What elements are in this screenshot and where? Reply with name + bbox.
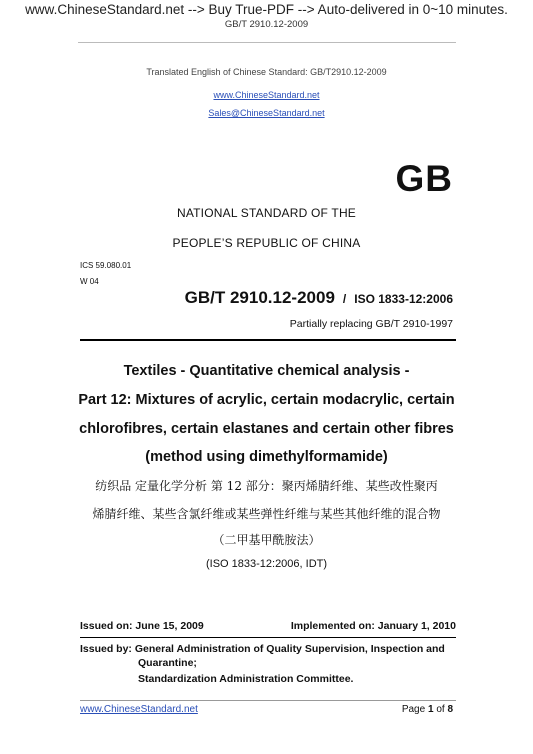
page-of: of xyxy=(436,704,445,715)
implemented-date: Implemented on: January 1, 2010 xyxy=(290,620,456,632)
banner-text: www.ChineseStandard.net --> Buy True-PDF --> Auto-delivered in 0~10 minutes. xyxy=(25,2,508,17)
chinese-title-line3: （二甲基甲酰胺法） xyxy=(212,533,321,547)
issuer-line2: Quarantine; xyxy=(138,657,197,669)
title-line2: Part 12: Mixtures of acrylic, certain modacrylic, certain xyxy=(78,392,455,408)
footer-divider xyxy=(80,700,456,701)
email-link[interactable]: Sales@ChineseStandard.net xyxy=(208,108,325,118)
website-link-wrap xyxy=(0,85,533,103)
standard-number-row xyxy=(185,288,453,308)
footer-website-link[interactable]: www.ChineseStandard.net xyxy=(80,704,198,715)
issuer-line3: Standardization Administration Committee. xyxy=(138,673,354,685)
translated-note: Translated English of Chinese Standard: GB/T2910.12-2009 xyxy=(146,67,387,77)
page-prefix: Page xyxy=(401,704,426,715)
page-total: 8 xyxy=(447,704,453,715)
chinese-title-line2: 烯腈纤维、某些含氯纤维或某些弹性纤维与某些其他纤维的混合物 xyxy=(92,507,441,521)
chinese-title-line1: 纺织品 定量化学分析 第 12 部分：聚丙烯腈纤维、某些改性聚丙 xyxy=(95,479,438,493)
standard-number: GB/T 2910.12-2009 xyxy=(184,288,335,307)
title-line4: (method using dimethylformamide) xyxy=(145,449,388,465)
issued-date: Issued on: June 15, 2009 xyxy=(80,620,204,632)
title-line1: Textiles - Quantitative chemical analysis - xyxy=(123,363,410,379)
standard-slash: / xyxy=(342,292,347,306)
website-link[interactable]: www.ChineseStandard.net xyxy=(213,90,320,100)
iso-equivalence: (ISO 1833-12:2006, IDT) xyxy=(205,558,328,570)
title-line3: chlorofibres, certain elastanes and certain other fibres xyxy=(79,421,454,437)
dates-divider xyxy=(80,637,456,638)
title-divider xyxy=(80,339,456,341)
email-link-wrap xyxy=(0,103,533,121)
dates-row xyxy=(80,620,456,632)
top-divider xyxy=(78,42,456,43)
gb-logo: GB xyxy=(395,158,453,199)
page-indicator xyxy=(402,704,453,715)
replacing-note: Partially replacing GB/T 2910-1997 xyxy=(289,318,453,330)
iso-number: ISO 1833-12:2006 xyxy=(354,292,453,306)
page-number: 1 xyxy=(427,704,434,715)
national-standard-line1: NATIONAL STANDARD OF THE xyxy=(176,206,357,220)
w-code: W 04 xyxy=(80,277,99,286)
ics-code: ICS 59.080.01 xyxy=(80,261,132,270)
banner-standard-number: GB/T 2910.12-2009 xyxy=(224,19,309,30)
national-standard-line2: PEOPLE’S REPUBLIC OF CHINA xyxy=(172,236,361,250)
issuer-line1: Issued by: General Administration of Quality Supervision, Inspection and xyxy=(80,643,445,655)
